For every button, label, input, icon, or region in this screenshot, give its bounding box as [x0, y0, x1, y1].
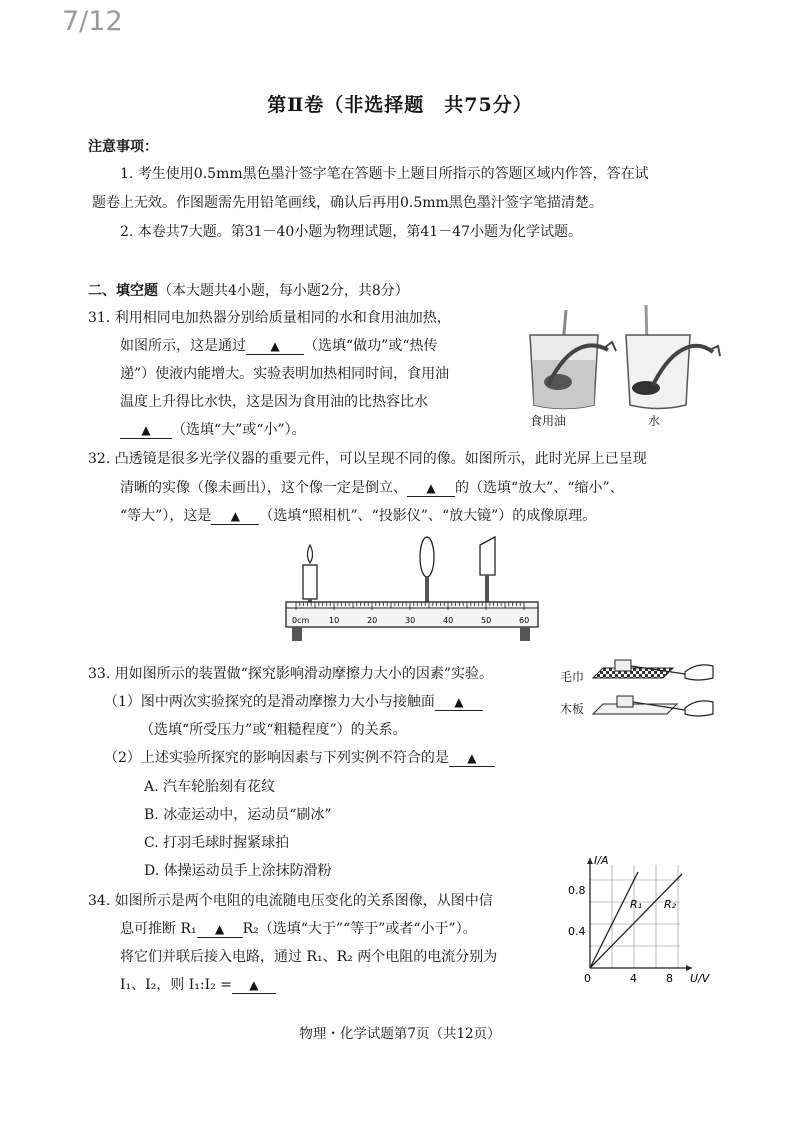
q31-blank-1[interactable] [246, 338, 304, 355]
blank-mark: ▲ [467, 751, 477, 765]
q32-text: （选填“照相机”、“投影仪”、“放大镜”）的成像原理。 [259, 508, 597, 524]
convex-lens [420, 537, 434, 611]
note-1b: 题卷上无效。作图题需先用铅笔画线，确认后再用0.5mm黑色墨汁签字笔描清楚。 [92, 195, 603, 211]
r1-label: R₁ [630, 898, 643, 911]
q32-line1: 32. 凸透镜是很多光学仪器的重要元件，可以呈现不同的像。如图所示，此时光屏上已呈现 [88, 451, 647, 467]
friction-figure [585, 656, 720, 728]
ruler [286, 602, 538, 641]
q33-line4 [104, 748, 495, 768]
caption-towel: 毛巾 [560, 670, 585, 684]
section2-title: 二、填空题 [88, 283, 158, 299]
q34-line3: 将它们并联后接入电路，通过 R₁、R₂ 两个电阻的电流分别为 [120, 949, 498, 965]
q32-line2 [120, 478, 624, 498]
note-1a: 1. 考生使用0.5mm黑色墨汁签字笔在答题卡上题目所指示的答题区域内作答，答在试 [120, 166, 649, 182]
x-tick-4: 4 [630, 972, 637, 985]
y-tick-0-4: 0.4 [568, 925, 586, 938]
q34-line4 [120, 975, 276, 995]
blank-mark: ▲ [270, 339, 280, 353]
q34-line1: 34. 如图所示是两个电阻的电流随电压变化的关系图像，从图中信 [88, 893, 493, 909]
blank-mark: ▲ [249, 978, 259, 992]
water-beaker [626, 305, 720, 409]
page-footer: 物理・化学试题第7页（共12页） [299, 1026, 501, 1042]
q33-line2 [104, 692, 483, 712]
section2-heading [88, 281, 409, 301]
page-indicator: 7/12 [62, 6, 123, 37]
section2-note: （本大题共4小题，每小题2分，共8分） [158, 283, 409, 299]
x-tick-8: 8 [666, 972, 673, 985]
blank-mark: ▲ [454, 695, 464, 709]
q32-text: “等大”），这是 [120, 508, 212, 524]
q34-text: I₁、I₂，则 I₁:I₂ = [120, 977, 232, 993]
x-axis-label: U/V [690, 972, 710, 985]
caption-board: 木板 [560, 702, 585, 716]
q31-line4: 温度上升得比水快，这是因为食用油的比热容比水 [120, 394, 428, 410]
optical-bench-figure [280, 535, 545, 650]
section-title: 第Ⅱ卷（非选择题 共75分） [267, 94, 533, 116]
x-axis-arrow [686, 965, 692, 971]
q32-blank-2[interactable] [211, 508, 259, 525]
q34-line2 [120, 919, 477, 939]
ruler-label: 10 [329, 616, 340, 625]
graph-grid [590, 865, 680, 968]
light-screen [480, 537, 495, 611]
ruler-label: 40 [443, 616, 454, 625]
r1-line [590, 872, 638, 968]
r2-line [590, 874, 682, 968]
q31-text: （选填“大”或“小”）。 [172, 422, 306, 438]
blank-mark: ▲ [230, 509, 240, 523]
r2-label: R₂ [664, 898, 677, 911]
blank-mark: ▲ [214, 922, 225, 936]
q33-option-d: D. 体操运动员手上涂抹防滑粉 [144, 863, 332, 879]
y-tick-0-8: 0.8 [568, 884, 586, 897]
iu-graph [560, 850, 720, 985]
q31-text: 如图所示，这是通过 [120, 338, 246, 354]
oil-beaker [530, 310, 616, 409]
q33-blank-2[interactable] [449, 750, 495, 767]
q33-option-c: C. 打羽毛球时握紧球拍 [144, 835, 290, 851]
q33-text: （2）上述实验所探究的影响因素与下列实例不符合的是 [104, 750, 449, 766]
ruler-label: 50 [481, 616, 492, 625]
q31-line2 [120, 336, 437, 356]
q31-line1: 31. 利用相同电加热器分别给质量相同的水和食用油加热， [88, 310, 451, 326]
board-setup [593, 696, 713, 716]
ruler-label: 20 [367, 616, 378, 625]
q31-blank-2[interactable] [120, 422, 172, 439]
blank-mark: ▲ [426, 481, 436, 495]
y-axis-arrow [587, 858, 593, 864]
q34-text: R₂（选填“大于”“等于”或者“小于”）。 [242, 921, 477, 937]
q31-text: （选填“做功”或“热传 [304, 338, 438, 354]
ruler-label: 0cm [292, 616, 310, 625]
note-2: 2. 本卷共7大题。第31－40小题为物理试题，第41－47小题为化学试题。 [120, 224, 582, 240]
towel-setup [593, 660, 713, 680]
q32-line3 [120, 506, 596, 526]
ruler-label: 30 [405, 616, 416, 625]
q32-blank-1[interactable] [407, 480, 455, 497]
x-tick-0: 0 [584, 972, 591, 985]
caption-water: 水 [648, 414, 661, 428]
y-axis-label: I/A [594, 854, 609, 867]
q32-text: 的（选填“放大”、“缩小”、 [455, 480, 624, 496]
q33-option-a: A. 汽车轮胎刻有花纹 [144, 779, 276, 795]
q31-line3: 递”）使液内能增大。实验表明加热相同时间，食用油 [120, 366, 450, 382]
q34-blank-1[interactable] [197, 921, 243, 938]
q31-line5 [120, 420, 306, 440]
blank-mark: ▲ [141, 423, 151, 437]
q33-line1: 33. 用如图所示的装置做“探究影响滑动摩擦力大小的因素”实验。 [88, 666, 494, 682]
q34-text: 息可推断 R₁ [120, 921, 197, 937]
q34-blank-2[interactable] [232, 977, 276, 994]
candle [303, 545, 317, 611]
q33-blank-1[interactable] [435, 694, 483, 711]
ruler-label: 60 [519, 616, 530, 625]
notes-heading: 注意事项： [88, 139, 158, 155]
caption-oil: 食用油 [530, 414, 567, 428]
q32-text: 清晰的实像（像未画出），这个像一定是倒立、 [120, 480, 407, 496]
q33-line3: （选填“所受压力”或“粗糙程度”）的关系。 [140, 722, 407, 738]
q33-option-b: B. 冰壶运动中，运动员“刷冰” [144, 807, 332, 823]
q33-text: （1）图中两次实验探究的是滑动摩擦力大小与接触面 [104, 694, 435, 710]
